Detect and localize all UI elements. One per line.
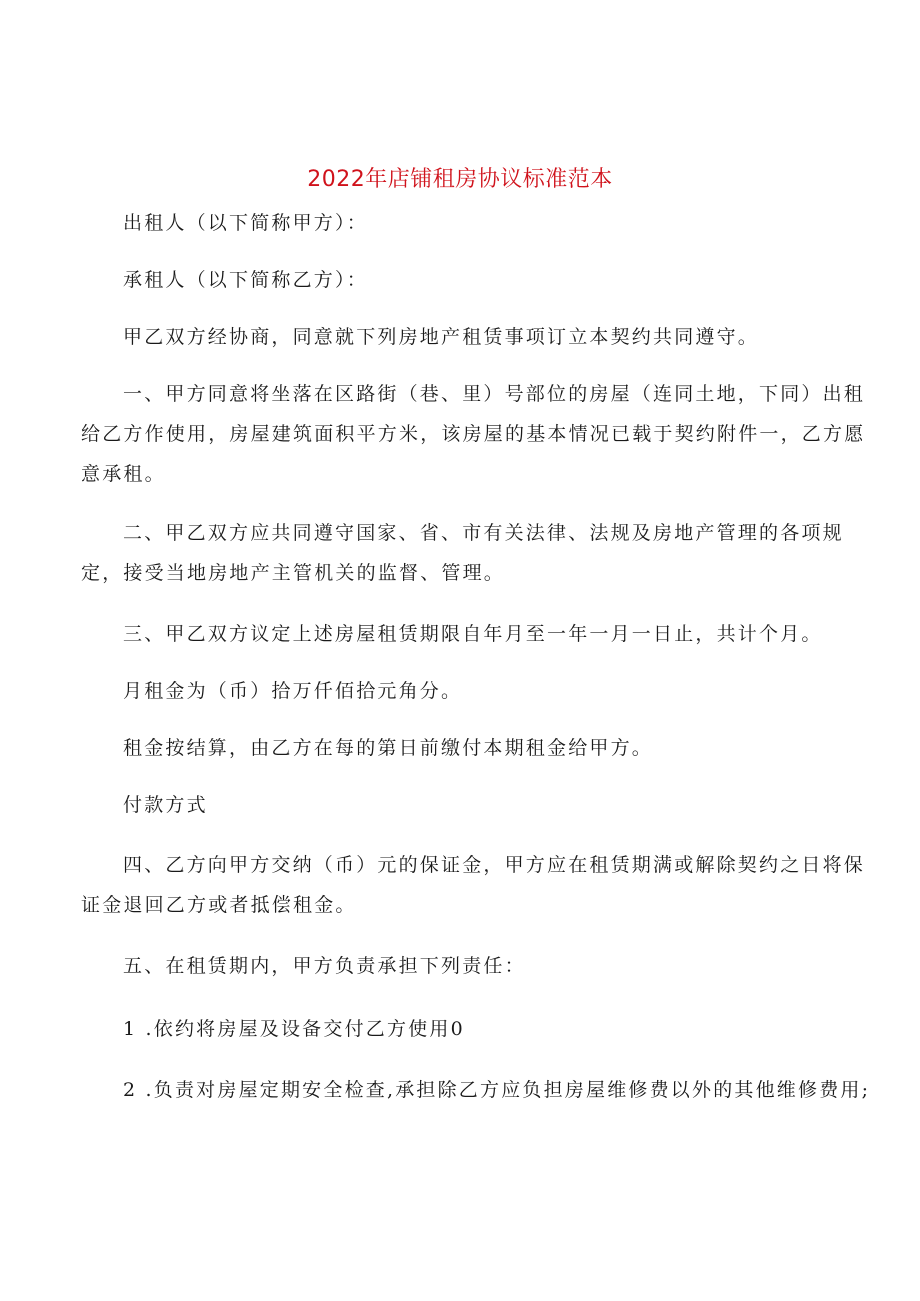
lessor-line xyxy=(123,203,833,243)
paragraph-line: 付款方式 xyxy=(123,794,208,816)
paragraph-line: 给乙方作使用，房屋建筑面积平方米，该房屋的基本情况已载于契约附件一，乙方愿 xyxy=(81,423,866,445)
monthly-rent-line xyxy=(123,671,833,711)
rent-settlement-line xyxy=(123,728,833,768)
clause-5 xyxy=(123,946,833,986)
paragraph-line: 1 .依约将房屋及设备交付乙方使用0 xyxy=(123,1018,465,1040)
payment-method-line xyxy=(123,785,833,825)
paragraph-line: 二、甲乙双方应共同遵守国家、省、市有关法律、法规及房地产管理的各项规 xyxy=(123,522,844,544)
paragraph-line: 一、甲方同意将坐落在区路街（巷、里）号部位的房屋（连同土地，下同）出租 xyxy=(123,383,866,405)
paragraph-line: 五、在租赁期内，甲方负责承担下列责任： xyxy=(123,955,526,977)
clause-4 xyxy=(81,845,866,925)
clause-5-item-1 xyxy=(123,1009,833,1049)
clause-3 xyxy=(123,614,833,654)
paragraph-line: 甲乙双方经协商，同意就下列房地产租赁事项订立本契约共同遵守。 xyxy=(123,326,760,348)
paragraph-line: 四、乙方向甲方交纳（币）元的保证金，甲方应在租赁期满或解除契约之日将保 xyxy=(123,854,866,876)
paragraph-line: 定，接受当地房地产主管机关的监督、管理。 xyxy=(81,562,506,584)
paragraph-line: 三、甲乙双方议定上述房屋租赁期限自年月至一年一月一日止，共计个月。 xyxy=(123,623,823,645)
clause-2 xyxy=(81,513,844,593)
clause-5-item-2 xyxy=(123,1070,871,1110)
lessee-line xyxy=(123,260,833,300)
agreement-intro xyxy=(123,317,833,357)
page-title: 2022年店铺租房协议标准范本 xyxy=(307,167,613,192)
paragraph-line: 2 .负责对房屋定期安全检查,承担除乙方应负担房屋维修费以外的其他维修费用; xyxy=(123,1079,871,1101)
paragraph-line: 出租人（以下简称甲方）： xyxy=(123,212,368,234)
paragraph-line: 证金退回乙方或者抵偿租金。 xyxy=(81,894,357,916)
paragraph-line: 承租人（以下简称乙方）： xyxy=(123,269,368,291)
paragraph-line: 意承租。 xyxy=(81,463,166,485)
paragraph-line: 月租金为（币）拾万仟佰拾元角分。 xyxy=(123,680,463,702)
clause-1 xyxy=(81,374,866,494)
paragraph-line: 租金按结算，由乙方在每的第日前缴付本期租金给甲方。 xyxy=(123,737,654,759)
